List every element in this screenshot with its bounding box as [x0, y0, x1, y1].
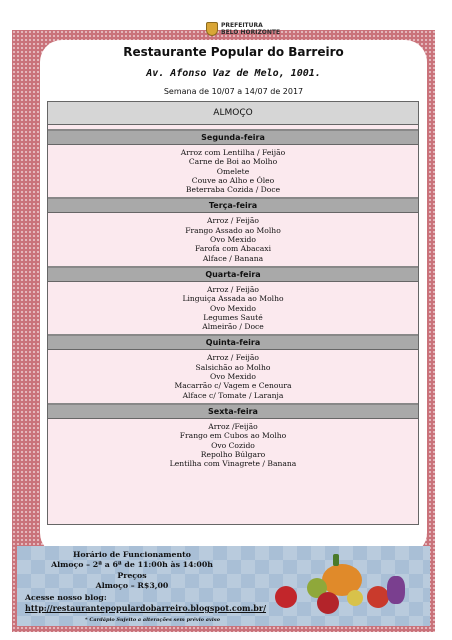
menu-item: Arroz / Feijão	[207, 353, 259, 363]
menu-item: Beterraba Cozida / Doce	[185, 185, 281, 195]
menu-item: Lentilha com Vinagrete / Banana	[169, 459, 297, 469]
menu-item: Carne de Boi ao Molho	[188, 157, 278, 167]
city-crest-icon	[206, 22, 218, 36]
menu-item: Omelete	[216, 166, 250, 176]
menu-item: Salsichão ao Molho	[195, 362, 271, 372]
week-range: Semana de 10/07 a 14/07 de 2017	[163, 87, 304, 96]
blog-label: Acesse nosso blog:	[25, 593, 107, 602]
menu-item: Arroz /Feijão	[208, 421, 258, 431]
menu-table	[47, 101, 419, 525]
disclaimer-note: * Cardápio Sujeito a alterações sem prévio aviso	[85, 617, 220, 623]
menu-item: Arroz com Lentilha / Feijão	[180, 148, 286, 157]
menu-item: Farofa com Abacaxi	[194, 244, 272, 254]
menu-item: Legumes Sauté	[203, 312, 263, 322]
menu-item: Almeirão / Doce	[202, 322, 264, 332]
address: Av. Afonso Vaz de Melo, 1001.	[146, 68, 321, 79]
day-items	[48, 350, 418, 399]
menu-item: Alface c/ Tomate / Laranja	[182, 390, 284, 400]
prefeitura-logo	[206, 21, 280, 37]
price-text: Almoço – R$3,00	[95, 581, 169, 590]
menu-item: Macarrão c/ Vagem e Cenoura	[174, 381, 292, 391]
day-items	[48, 213, 418, 262]
day-items	[48, 419, 418, 468]
day-header: Quinta-feira	[48, 334, 418, 350]
section-title: ALMOÇO	[48, 102, 418, 125]
blog-link[interactable]: http://restaurantepopulardobarreiro.blogspot.com.br/	[25, 603, 267, 613]
menu-item: Linguiça Assada ao Molho	[182, 294, 284, 304]
prices-title: Preços	[117, 571, 147, 580]
hours-title: Horário de Funcionamento	[73, 550, 191, 559]
menu-item: Couve ao Alho e Óleo	[191, 175, 275, 185]
day-items	[48, 145, 418, 194]
menu-item: Alface / Banana	[202, 253, 264, 263]
menu-item: Arroz / Feijão	[207, 284, 259, 294]
day-header: Segunda-feira	[48, 129, 418, 145]
menu-item: Arroz / Feijão	[207, 216, 259, 226]
day-header: Sexta-feira	[48, 403, 418, 419]
logo-line-1: PREFEITURA	[221, 22, 263, 29]
menu-item: Ovo Mexido	[210, 372, 256, 382]
hours-text: Almoço – 2ª a 6ª de 11:00h às 14:00h	[51, 560, 213, 569]
menu-item: Frango Assado ao Molho	[185, 225, 281, 235]
menu-item: Ovo Cozido	[211, 440, 255, 450]
page-title: Restaurante Popular do Barreiro	[123, 45, 344, 59]
menu-item: Ovo Mexido	[210, 303, 256, 313]
menu-item: Ovo Mexido	[210, 235, 256, 245]
footer-banner	[17, 546, 430, 626]
logo-line-2: BELO HORIZONTE	[221, 29, 281, 36]
day-header: Terça-feira	[48, 197, 418, 213]
menu-item: Repolho Búlgaro	[200, 449, 266, 459]
day-items	[48, 282, 418, 331]
day-header: Quarta-feira	[48, 266, 418, 282]
menu-item: Frango em Cubos ao Molho	[179, 431, 287, 441]
